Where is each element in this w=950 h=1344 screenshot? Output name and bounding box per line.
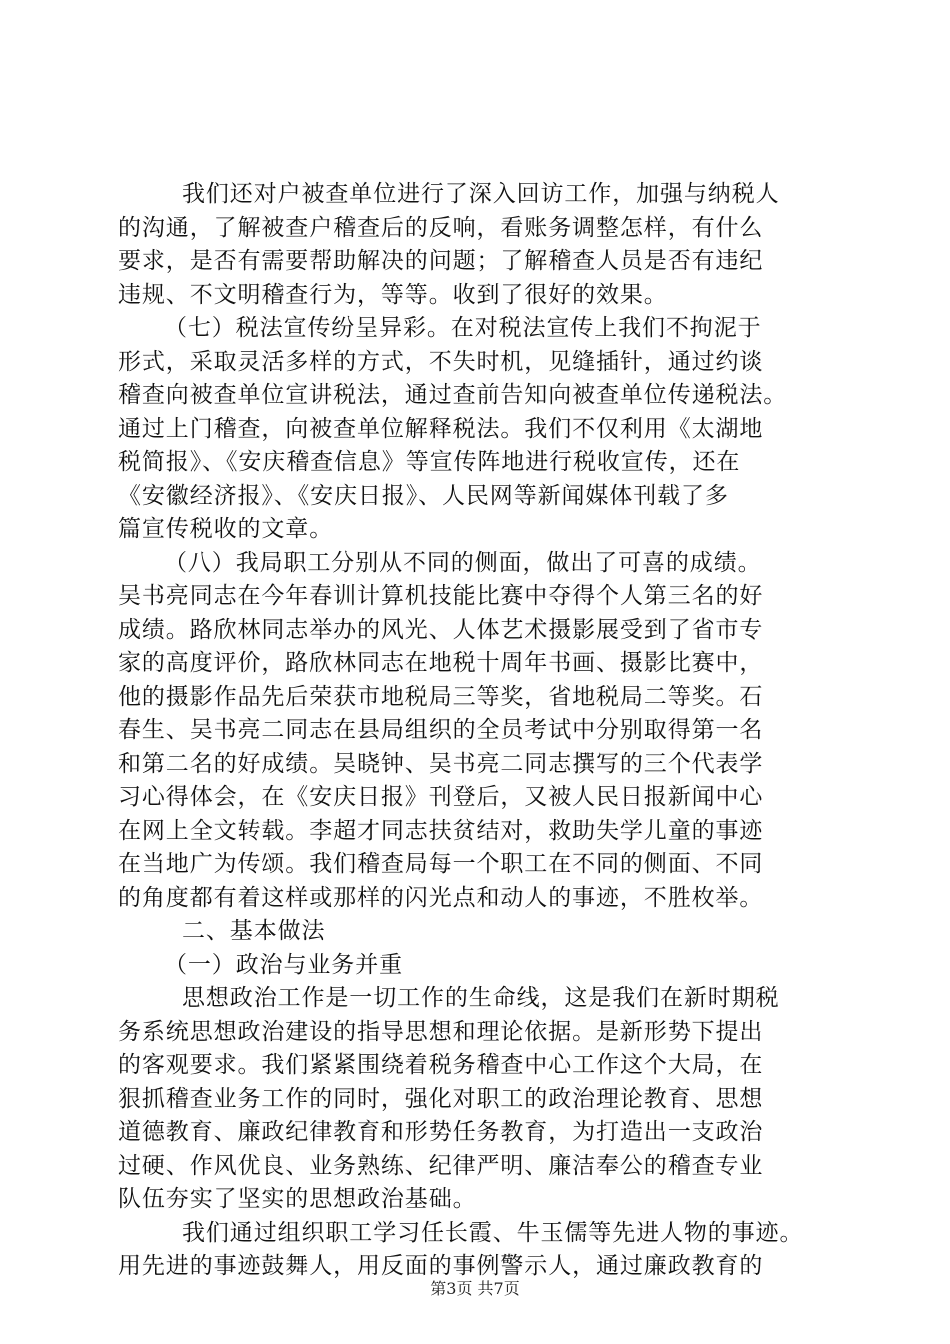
subsection-heading: （一）政治与业务并重	[164, 951, 403, 978]
paragraph-line: 稽查向被查单位宣讲税法，通过查前告知向被查单位传递税法。	[118, 382, 788, 408]
paragraph-line: 在网上全文转载。李超才同志扶贫结对，救助失学儿童的事迹	[118, 817, 764, 844]
paragraph-line: 税简报》、《安庆稽查信息》等宣传阵地进行税收宣传，还在	[118, 449, 741, 475]
paragraph-line: 过硬、作风优良、业务熟练、纪律严明、廉洁奉公的稽查专业	[118, 1152, 764, 1179]
paragraph-line: （七）税法宣传纷呈异彩。在对税法宣传上我们不拘泥于	[164, 315, 762, 341]
document-body	[118, 178, 838, 1284]
paragraph-line: 成绩。路欣林同志举办的风光、人体艺术摄影展受到了省市专	[118, 616, 764, 643]
paragraph-line: 我们还对户被查单位进行了深入回访工作，加强与纳税人	[182, 181, 780, 207]
paragraph-line: 吴书亮同志在今年春训计算机技能比赛中夺得个人第三名的好	[118, 583, 764, 609]
paragraph-line: 队伍夯实了坚实的思想政治基础。	[118, 1186, 477, 1212]
paragraph-line: 要求，是否有需要帮助解决的问题；了解稽查人员是否有违纪	[118, 248, 764, 274]
paragraph-line: 违规、不文明稽查行为，等等。收到了很好的效果。	[118, 281, 668, 308]
paragraph-line: 他的摄影作品先后荣获市地税局三等奖，省地税局二等奖。石	[118, 683, 764, 710]
page-number-footer: 第3页 共7页	[430, 1279, 520, 1298]
paragraph-line: 春生、吴书亮二同志在县局组织的全员考试中分别取得第一名	[118, 717, 764, 743]
paragraph-line: 通过上门稽查，向被查单位解释税法。我们不仅利用《太湖地	[118, 415, 764, 442]
paragraph-line: 形式，采取灵活多样的方式，不失时机，见缝插针，通过约谈	[118, 348, 764, 375]
paragraph-line: 在当地广为传颂。我们稽查局每一个职工在不同的侧面、不同	[118, 851, 764, 877]
paragraph-line: 的客观要求。我们紧紧围绕着税务稽查中心工作这个大局，在	[118, 1052, 764, 1078]
paragraph-line: 的角度都有着这样或那样的闪光点和动人的事迹，不胜枚举。	[118, 884, 764, 911]
paragraph-line: 的沟通，了解被查户稽查后的反响，看账务调整怎样，有什么	[118, 214, 764, 241]
paragraph-line: 习心得体会，在《安庆日报》刊登后，又被人民日报新闻中心	[118, 784, 764, 810]
paragraph-line: 我们通过组织职工学习任长霞、牛玉儒等先进人物的事迹。	[182, 1219, 804, 1246]
paragraph-line: 和第二名的好成绩。吴晓钟、吴书亮二同志撰写的三个代表学	[118, 750, 764, 777]
paragraph-line: 狠抓稽查业务工作的同时，强化对职工的政治理论教育、思想	[118, 1085, 764, 1112]
paragraph-line: （八）我局职工分别从不同的侧面，做出了可喜的成绩。	[164, 549, 762, 576]
paragraph-line: 篇宣传税收的文章。	[118, 516, 334, 542]
paragraph-line: 《安徽经济报》、《安庆日报》、人民网等新闻媒体刊载了多	[118, 482, 729, 509]
paragraph-line: 用先进的事迹鼓舞人，用反面的事例警示人，通过廉政教育的	[118, 1253, 764, 1279]
paragraph-line: 思想政治工作是一切工作的生命线，这是我们在新时期税	[182, 985, 780, 1011]
paragraph-line: 道德教育、廉政纪律教育和形势任务教育，为打造出一支政治	[118, 1119, 764, 1145]
paragraph-line: 家的高度评价，路欣林同志在地税十周年书画、摄影比赛中，	[118, 650, 764, 676]
paragraph-line: 务系统思想政治建设的指导思想和理论依据。是新形势下提出	[118, 1018, 764, 1045]
section-heading: 二、基本做法	[182, 918, 326, 944]
